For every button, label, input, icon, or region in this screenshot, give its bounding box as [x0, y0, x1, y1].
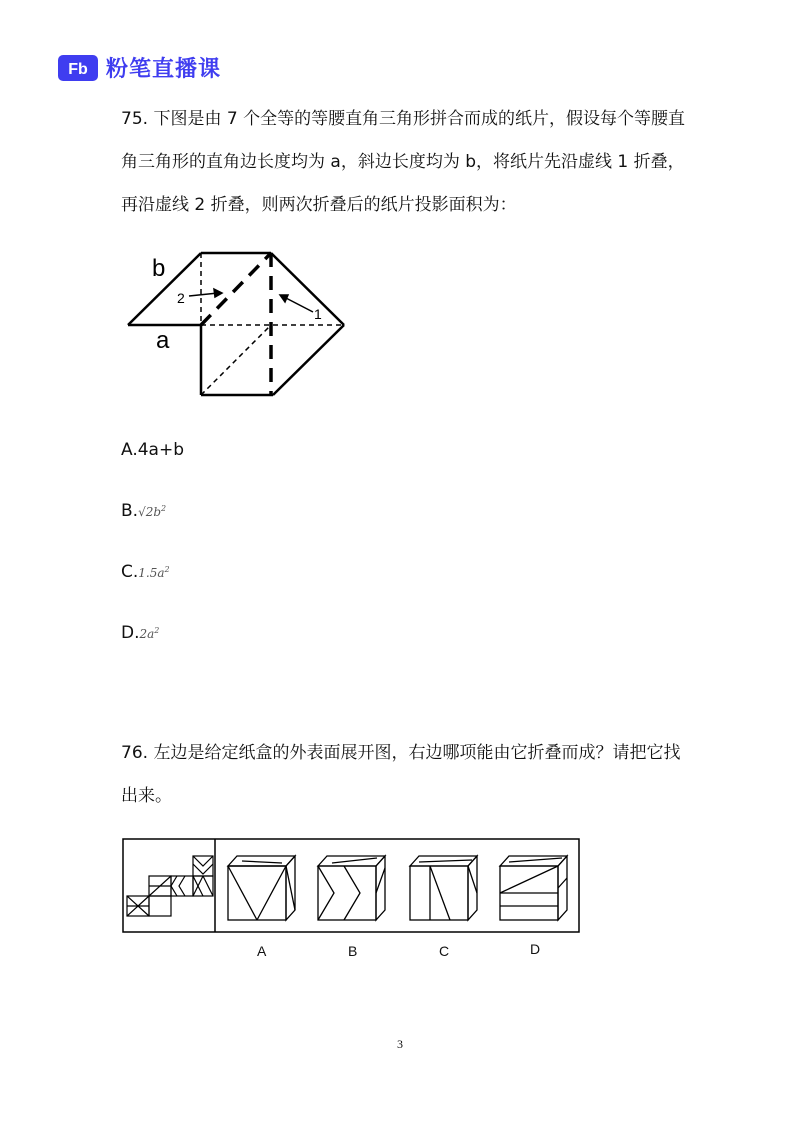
- question-76-figure: [122, 838, 580, 934]
- option-c-prefix: C.: [121, 562, 139, 582]
- figure-frame: [123, 839, 579, 932]
- choice-label-a[interactable]: A: [257, 943, 267, 959]
- option-c[interactable]: [121, 562, 170, 582]
- option-b-math: $√2b^2$: [138, 504, 167, 519]
- label-2: 2: [177, 290, 185, 306]
- label-a: a: [156, 327, 170, 354]
- label-b: b: [152, 255, 166, 282]
- choice-label-c[interactable]: C: [439, 943, 450, 959]
- option-d[interactable]: [121, 623, 159, 643]
- fig-dashed-line: [201, 325, 271, 395]
- svg-text:Fb: Fb: [68, 60, 88, 78]
- choice-label-b[interactable]: B: [348, 943, 358, 959]
- option-a[interactable]: [121, 440, 184, 460]
- question-75-text: 75. 下图是由 7 个全等的等腰直角三角形拼合而成的纸片，假设每个等腰直角三角形的直角边长度均为 a，斜边长度均为 b，将纸片先沿虚线 1 折叠，再沿虚线 2 折叠，则两次折叠后的纸片投影面积为：: [121, 109, 686, 215]
- cube-d-drawing: [500, 856, 567, 920]
- arrow-2-icon: [189, 293, 218, 296]
- arrow-1-icon: [284, 297, 313, 312]
- brand-text: 粉笔直播课: [106, 57, 222, 82]
- option-d-math: $2a^2$: [139, 626, 160, 641]
- page-number: 3: [397, 1037, 403, 1051]
- arrow-2-head-icon: [214, 289, 222, 297]
- net-drawing: [127, 856, 213, 916]
- arrow-1-head-icon: [280, 295, 288, 302]
- fb-logo-icon: [58, 55, 98, 81]
- option-b[interactable]: [121, 501, 166, 521]
- option-d-prefix: D.: [121, 623, 140, 643]
- option-a-text: 4a+b: [137, 440, 185, 460]
- fold-line-2: [201, 253, 271, 325]
- brand-logo: [58, 52, 221, 83]
- question-75-figure: [120, 240, 360, 405]
- option-c-math: $1.5a^2$: [138, 565, 170, 580]
- cube-a-drawing: [228, 856, 295, 920]
- label-1: 1: [314, 306, 322, 322]
- option-a-prefix: A.: [121, 440, 138, 460]
- fig-edge: [273, 325, 344, 395]
- question-76-text: 76. 左边是给定纸盒的外表面展开图，右边哪项能由它折叠而成？请把它找出来。: [121, 743, 681, 806]
- option-b-prefix: B.: [121, 501, 139, 521]
- fig-edge: [271, 253, 344, 325]
- cube-b-drawing: [318, 856, 385, 920]
- choice-label-d[interactable]: D: [530, 941, 541, 957]
- cube-c-drawing: [410, 856, 477, 920]
